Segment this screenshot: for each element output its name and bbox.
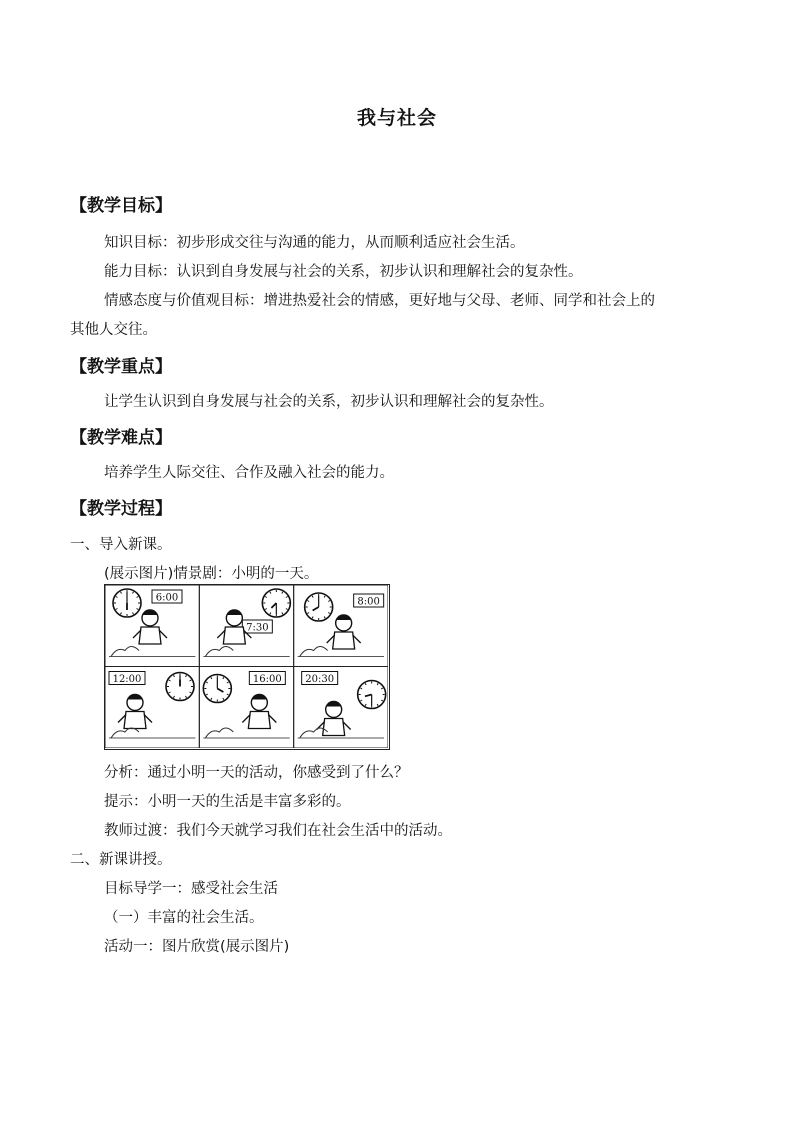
scene-object bbox=[111, 647, 139, 657]
goal-emotion-line1: 情感态度与价值观目标：增进热爱社会的情感，更好地与父母、老师、同学和社会上的 bbox=[104, 293, 655, 309]
boy-body bbox=[223, 627, 245, 644]
boy-hair bbox=[226, 610, 242, 616]
boy-hair bbox=[326, 701, 342, 707]
xiaoming-day-illustration bbox=[104, 584, 390, 750]
transition-text: 教师过渡：我们今天就学习我们在社会生活中的活动。 bbox=[104, 823, 452, 839]
goal-knowledge: 知识目标：初步形成交往与沟通的能力，从而顺利适应社会生活。 bbox=[104, 235, 525, 251]
time-label: 20:30 bbox=[305, 674, 335, 685]
boy-hair bbox=[142, 610, 158, 616]
process-heading: 【教学过程】 bbox=[70, 499, 172, 519]
analysis-text: 分析：通过小明一天的活动，你感受到了什么？ bbox=[104, 765, 409, 781]
boy-body bbox=[124, 712, 146, 729]
boy-body bbox=[139, 627, 161, 644]
key-heading: 【教学重点】 bbox=[70, 357, 172, 377]
time-label: 6:00 bbox=[155, 592, 179, 604]
activity1-text: 活动一：图片欣赏(展示图片) bbox=[104, 939, 290, 955]
page-title: 我与社会 bbox=[356, 107, 437, 129]
key-text: 让学生认识到自身发展与社会的关系，初步认识和理解社会的复杂性。 bbox=[104, 394, 554, 410]
time-label: 12:00 bbox=[112, 674, 142, 685]
boy-body bbox=[323, 719, 345, 736]
boy-body bbox=[248, 712, 270, 729]
boy-hair bbox=[127, 694, 143, 700]
hint-text: 提示：小明一天的生活是丰富多彩的。 bbox=[104, 794, 351, 810]
step2-heading: 二、新课讲授。 bbox=[70, 852, 172, 868]
show-picture-text: (展示图片)情景剧：小明的一天。 bbox=[104, 566, 319, 582]
scene-object bbox=[205, 728, 233, 738]
difficult-heading: 【教学难点】 bbox=[70, 428, 172, 448]
boy-body bbox=[333, 632, 355, 649]
difficult-text: 培养学生人际交往、合作及融入社会的能力。 bbox=[104, 465, 394, 481]
target1-text: 目标导学一：感受社会生活 bbox=[104, 881, 278, 897]
scene-object bbox=[205, 647, 233, 657]
time-label: 16:00 bbox=[252, 674, 282, 685]
goal-emotion-line2: 其他人交往。 bbox=[70, 322, 157, 338]
sub1-text: （一）丰富的社会生活。 bbox=[104, 910, 264, 926]
time-label: 7:30 bbox=[246, 622, 269, 634]
scene-object bbox=[111, 728, 139, 738]
time-label: 8:00 bbox=[357, 596, 380, 608]
goal-ability: 能力目标：认识到自身发展与社会的关系，初步认识和理解社会的复杂性。 bbox=[104, 264, 583, 280]
goals-heading: 【教学目标】 bbox=[70, 196, 172, 216]
boy-hair bbox=[336, 615, 352, 621]
scene-object bbox=[300, 647, 328, 657]
boy-hair bbox=[251, 694, 267, 700]
step1-heading: 一、导入新课。 bbox=[70, 537, 172, 553]
